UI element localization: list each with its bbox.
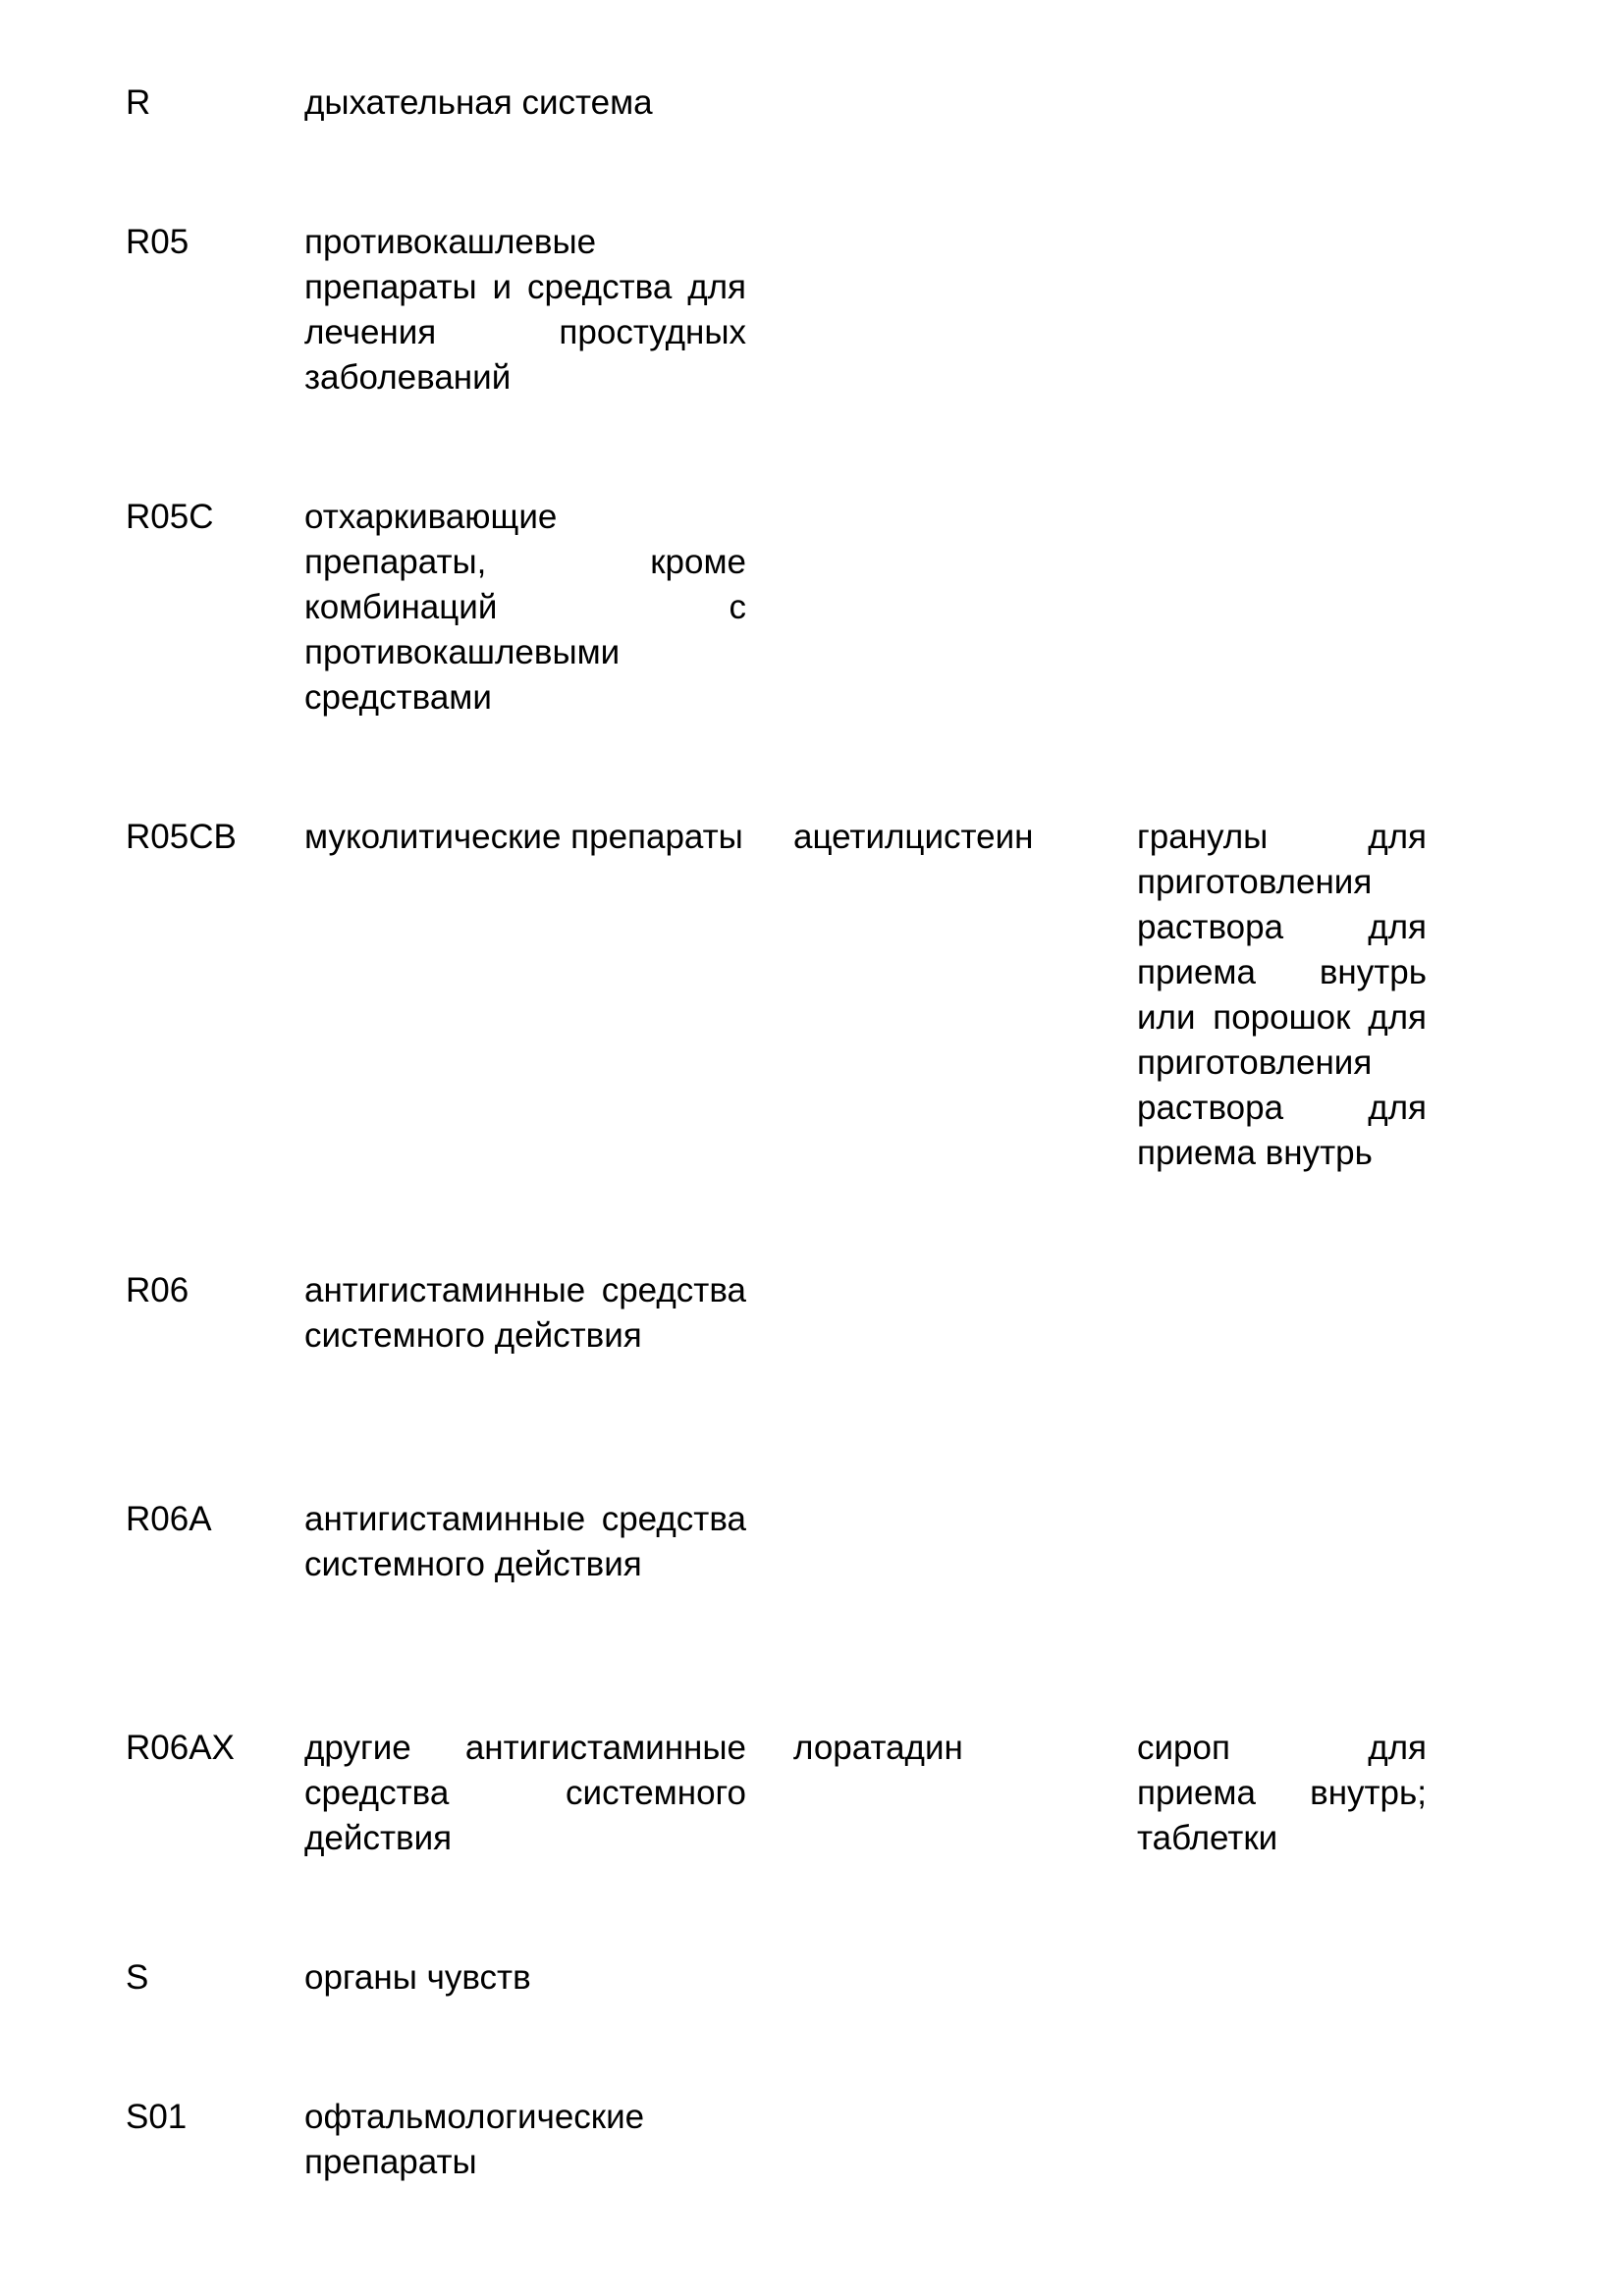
dosage-form: сироп для приема внутрь; таблетки [1137, 1729, 1427, 1857]
atc-group-name: дыхательная система [304, 83, 653, 122]
atc-code: S01 [126, 2098, 188, 2136]
atc-code: S [126, 1958, 149, 1997]
atc-code: R06 [126, 1271, 189, 1309]
atc-group-name: антигистаминные средства системного действия [304, 1500, 746, 1583]
dosage-form: гранулы для приготовления раствора для приема внутрь или порошок для приготовления раствора для приема внутрь [1137, 818, 1427, 1172]
atc-group-name: отхаркивающие препараты, кроме комбинаций с противокашлевыми средствами [304, 498, 746, 717]
atc-group-name: муколитические препараты [304, 818, 743, 856]
atc-code: R06A [126, 1500, 212, 1538]
atc-group-name: другие антигистаминные средства системного действия [304, 1729, 746, 1857]
atc-group-name: противокашлевые препараты и средства для лечения простудных заболеваний [304, 223, 746, 397]
atc-group-name: офтальмологические препараты [304, 2098, 645, 2181]
atc-group-name: органы чувств [304, 1958, 531, 1997]
atc-code: R [126, 83, 151, 122]
atc-group-name: антигистаминные средства системного действия [304, 1271, 746, 1355]
drug-name: лоратадин [793, 1729, 963, 1767]
atc-code: R05C [126, 498, 214, 536]
atc-code: R06AX [126, 1729, 235, 1767]
atc-code: R05CB [126, 818, 237, 856]
drug-name: ацетилцистеин [793, 818, 1034, 856]
atc-code: R05 [126, 223, 189, 261]
